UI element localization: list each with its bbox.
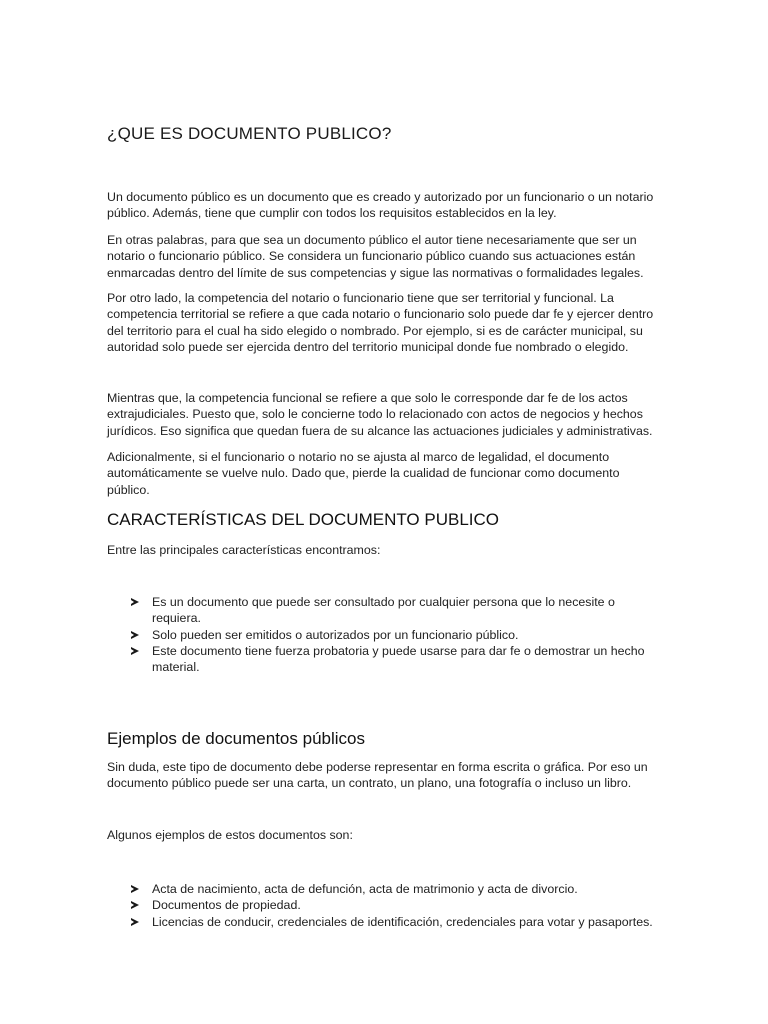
arrowhead-bullet-icon xyxy=(131,901,139,909)
page-title: ¿QUE ES DOCUMENTO PUBLICO? xyxy=(107,124,392,143)
arrowhead-bullet-icon xyxy=(131,647,139,655)
examples-intro: Algunos ejemplos de estos documentos son: xyxy=(107,828,353,842)
list-item xyxy=(107,881,667,897)
characteristics-list xyxy=(107,594,667,675)
list-item-text: Es un documento que puede ser consultado por cualquier persona que lo necesite o requiera. xyxy=(152,595,615,626)
examples-paragraph: Sin duda, este tipo de documento debe poderse representar en forma escrita o gráfica. Por eso un documento público puede ser una carta, un contrato, un plano, una fotografía o incluso un libro. xyxy=(107,760,648,791)
intro-paragraph-5: Adicionalmente, si el funcionario o notario no se ajusta al marco de legalidad, el documento automáticamente se vuelve nulo. Dado que, pierde la cualidad de funcionar como documento público. xyxy=(107,450,620,497)
intro-paragraph-3: Por otro lado, la competencia del notario o funcionario tiene que ser territorial y funcional. La competencia territorial se refiere a que cada notario o funcionario solo puede dar fe y ejercer dentro del territorio para el cual ha sido elegido o nombrado. Por ejemplo, si es de carácter municipal, su autoridad solo puede ser ejercida dentro del territorio municipal donde fue nombrado o elegido. xyxy=(107,291,654,354)
intro-paragraph-2: En otras palabras, para que sea un documento público el autor tiene necesariamente que ser un notario o funcionario público. Se considera un funcionario público cuando sus actuaciones están enmarcadas dentro del límite de sus competencias y sigue las normativas o formalidades legales. xyxy=(107,233,644,280)
intro-paragraph-4: Mientras que, la competencia funcional se refiere a que solo le corresponde dar fe de los actos extrajudiciales. Puesto que, solo le concierne todo lo relacionado con actos de negocios y hechos jurídicos. Eso significa que quedan fuera de su alcance las actuaciones judiciales y administrativas. xyxy=(107,391,653,438)
list-item-text: Documentos de propiedad. xyxy=(152,898,301,913)
arrowhead-bullet-icon xyxy=(131,598,139,606)
list-item xyxy=(107,897,667,913)
examples-heading: Ejemplos de documentos públicos xyxy=(107,729,365,748)
intro-paragraph-1: Un documento público es un documento que es creado y autorizado por un funcionario o un notario público. Además, tiene que cumplir con todos los requisitos establecidos en la ley. xyxy=(107,190,654,221)
list-item-text: Solo pueden ser emitidos o autorizados por un funcionario público. xyxy=(152,627,519,642)
list-item xyxy=(107,627,667,643)
arrowhead-bullet-icon xyxy=(131,918,139,926)
list-item xyxy=(107,594,667,627)
characteristics-heading: CARACTERÍSTICAS DEL DOCUMENTO PUBLICO xyxy=(107,510,500,529)
arrowhead-bullet-icon xyxy=(131,885,139,893)
list-item xyxy=(107,643,667,676)
list-item-text: Licencias de conducir, credenciales de identificación, credenciales para votar y pasaportes. xyxy=(152,914,653,929)
list-item xyxy=(107,914,667,930)
list-item-text: Acta de nacimiento, acta de defunción, acta de matrimonio y acta de divorcio. xyxy=(152,882,578,896)
list-item-text: Este documento tiene fuerza probatoria y puede usarse para dar fe o demostrar un hecho material. xyxy=(152,643,645,675)
examples-list xyxy=(107,881,667,930)
arrowhead-bullet-icon xyxy=(131,631,139,639)
characteristics-intro: Entre las principales características encontramos: xyxy=(107,543,381,557)
